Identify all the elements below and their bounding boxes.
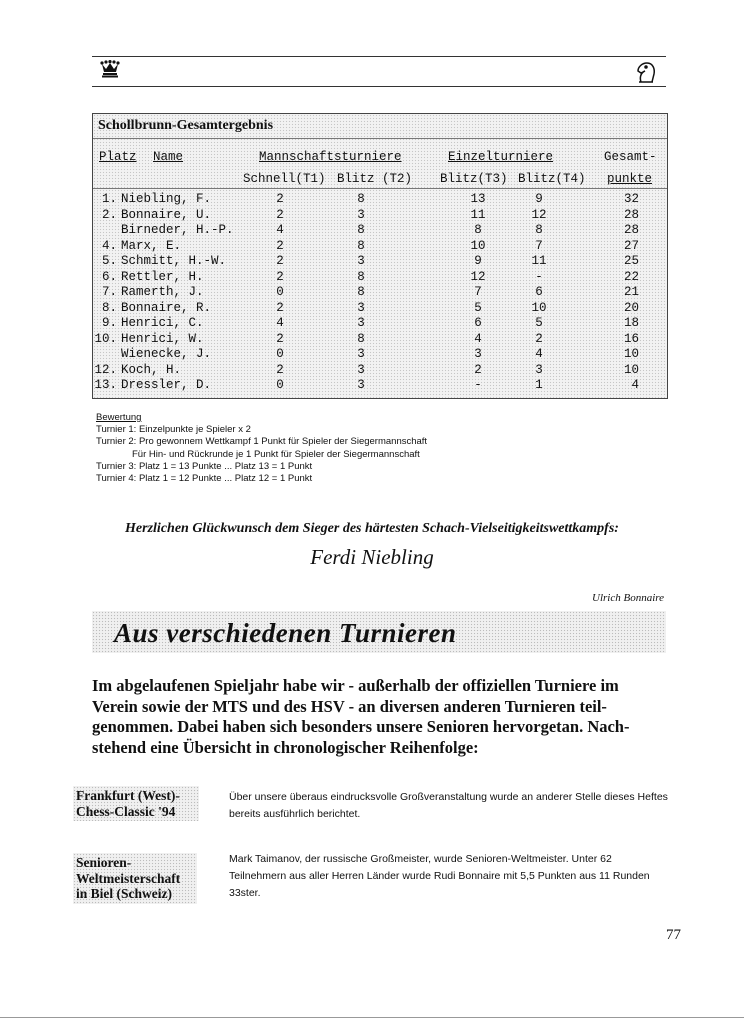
table-cell-t3: - [474,378,482,392]
table-cell-name: Bonnaire, R. [121,300,212,315]
section-title-line: Senioren- [76,855,132,870]
results-table [92,113,668,399]
table-cell-rank: 12. [94,362,117,377]
notes-line: Turnier 4: Platz 1 = 12 Punkte ... Platz 12 = 1 Punkt [96,473,313,485]
table-cell-t1: 2 [276,269,284,284]
notes-heading: Bewertung [96,412,142,423]
table-cell-name: Schmitt, H.-W. [121,254,227,268]
table-cell-total: 25 [623,254,639,268]
table-cell-t1: 2 [276,207,284,222]
table-cell-t2: 8 [357,192,365,206]
table-cell-t3: 9 [474,254,482,268]
table-row [93,209,667,222]
table-cell-t2: 8 [357,269,365,284]
table-rule [93,188,667,189]
col-header-t2: Blitz (T2) [337,172,413,186]
col-header-einzel: Einzelturniere [448,150,554,164]
notes-line: Turnier 3: Platz 1 = 13 Punkte ... Platz 13 = 1 Punkt [96,460,313,472]
winner-name: Ferdi Niebling [310,545,434,569]
table-cell-t1: 0 [276,285,284,299]
table-row [93,379,667,392]
table-cell-t4: 8 [535,223,543,237]
table-cell-t2: 8 [357,238,365,253]
table-cell-name: Koch, H. [121,362,182,377]
table-cell-rank: 10. [94,331,117,346]
col-header-t3: Blitz(T3) [440,172,508,186]
table-cell-t4: 12 [531,207,547,222]
table-cell-t1: 2 [276,254,284,268]
table-cell-name: Ramerth, J. [121,285,204,299]
table-cell-total: 21 [623,285,639,299]
page-number: 77 [666,927,681,943]
table-cell-t4: 9 [535,192,543,206]
table-row [93,193,667,206]
section-text: Über unsere überaus eindrucksvolle Großveranstaltung wurde an anderer Stelle dieses Heftes bereits ausführlich berichtet. [229,791,668,820]
table-cell-rank: 2. [101,207,117,222]
section-title-line: in Biel (Schweiz) [76,886,172,901]
section-title-box [73,786,199,821]
table-cell-t2: 3 [357,300,365,315]
page-bottom-rule [0,1017,744,1018]
table-cell-t4: 4 [535,347,543,361]
table-cell-rank: 5. [101,254,117,268]
table-cell-total: 32 [623,192,639,206]
table-cell-t2: 8 [357,331,365,346]
table-cell-rank: 6. [101,269,117,284]
table-cell-t1: 4 [276,223,284,237]
table-cell-t4: 2 [535,331,543,346]
table-cell-name: Dressler, D. [121,378,212,392]
table-row [93,333,667,346]
section-title-line: Chess-Classic '94 [76,803,176,819]
table-cell-t2: 3 [357,254,365,268]
chess-knight-icon [633,60,659,84]
table-row [93,286,667,299]
col-header-gesamt: Gesamt- [604,150,657,164]
table-row [93,302,667,315]
table-cell-t3: 4 [474,331,482,346]
table-cell-total: 28 [623,223,639,237]
table-cell-name: Rettler, H. [121,269,204,284]
table-cell-t3: 2 [474,362,482,377]
table-cell-rank: 9. [101,316,117,330]
table-cell-total: 10 [623,362,639,377]
section-title-box [73,853,197,904]
table-cell-t3: 3 [474,347,482,361]
table-cell-t1: 0 [276,347,284,361]
col-header-mannschaft: Mannschaftsturniere [259,150,402,164]
table-cell-total: 4 [631,378,639,392]
table-cell-name: Birneder, H.-P. [121,223,234,237]
table-cell-rank: 13. [94,378,117,392]
table-cell-total: 28 [623,207,639,222]
table-title: Schollbrunn-Gesamtergebnis [98,118,274,133]
intro-paragraph: Im abgelaufenen Spieljahr habe wir - außerhalb der offiziellen Turniere im Verein sowie der MTS und des HSV - an diversen anderen Turnieren teil-genommen. Dabei haben sich besonders unsere Senioren hervorgetan. Nach-stehend eine Übersicht in chronologischer Reihenfolge: [92,676,630,757]
col-header-t4: Blitz(T4) [518,172,586,186]
section-title-line: Frankfurt (West)- [76,788,180,803]
notes-line: Für Hin- und Rückrunde je 1 Punkt für Spieler der Siegermannschaft [132,448,420,460]
table-cell-t1: 0 [276,378,284,392]
col-header-punkte: punkte [607,172,653,186]
table-cell-total: 20 [623,300,639,315]
table-cell-rank: 4. [101,238,117,253]
table-cell-t3: 5 [474,300,482,315]
table-cell-name: Wienecke, J. [121,347,212,361]
table-cell-t4: 3 [535,362,543,377]
col-header-name: Name [153,150,184,164]
table-cell-t1: 2 [276,238,284,253]
col-header-platz: Platz [99,150,137,164]
section-text: Mark Taimanov, der russische Großmeister, wurde Senioren-Weltmeister. Unter 62 Teilnehmern aus aller Herren Länder wurde Rudi Bonnaire mit 5,5 Punkten aus 11 Runden 33ster. [229,853,650,899]
table-row [93,255,667,268]
table-cell-t1: 2 [276,331,284,346]
table-cell-rank: 7. [101,285,117,299]
table-cell-total: 16 [623,331,639,346]
table-cell-t4: 6 [535,285,543,299]
table-cell-t2: 3 [357,378,365,392]
chess-queen-icon [100,60,120,78]
table-cell-t4: 5 [535,316,543,330]
banner-title: Aus verschiedenen Turnieren [114,618,457,648]
table-cell-t3: 11 [470,207,486,222]
table-cell-t3: 8 [474,223,482,237]
table-cell-rank: 8. [101,300,117,315]
table-cell-total: 18 [623,316,639,330]
table-cell-t2: 3 [357,347,365,361]
table-cell-t4: 1 [535,378,543,392]
section-banner [92,611,666,653]
table-cell-name: Niebling, F. [121,192,212,206]
header-rule-top [92,56,666,57]
table-cell-t1: 2 [276,362,284,377]
table-row [93,271,667,284]
table-cell-total: 22 [623,269,639,284]
table-cell-t1: 2 [276,300,284,315]
table-row [93,240,667,253]
table-cell-t2: 3 [357,362,365,377]
table-cell-t3: 12 [470,269,486,284]
congratulations-line: Herzlichen Glückwunsch dem Sieger des härtesten Schach-Vielseitigkeitswettkampfs: [125,521,619,536]
table-cell-total: 10 [623,347,639,361]
table-cell-t1: 4 [276,316,284,330]
table-cell-t4: - [535,269,543,284]
section-title-line: Weltmeisterschaft [76,870,181,886]
table-cell-rank: 1. [101,192,117,206]
table-cell-total: 27 [623,238,639,253]
table-cell-name: Bonnaire, U. [121,207,212,222]
table-cell-t4: 7 [535,238,543,253]
table-row [93,364,667,377]
table-cell-t2: 8 [357,285,365,299]
table-rule [93,138,667,139]
notes-line: Turnier 1: Einzelpunkte je Spieler x 2 [96,424,251,436]
table-row [93,224,667,237]
table-cell-t2: 3 [357,207,365,222]
table-cell-t4: 11 [531,254,547,268]
table-cell-name: Henrici, C. [121,316,204,330]
col-header-t1: Schnell(T1) [243,172,326,186]
article-author: Ulrich Bonnaire [592,592,664,604]
table-cell-t3: 7 [474,285,482,299]
table-cell-t4: 10 [531,300,547,315]
notes-line: Turnier 2: Pro gewonnem Wettkampf 1 Punkt für Spieler der Siegermannschaft [96,436,428,448]
table-cell-name: Henrici, W. [121,331,204,346]
table-cell-t3: 13 [470,192,486,206]
header-rule-bottom [92,86,666,87]
table-cell-t2: 3 [357,316,365,330]
table-cell-t2: 8 [357,223,365,237]
scoring-notes [96,412,427,485]
table-row [93,348,667,361]
table-cell-t3: 10 [470,238,486,253]
table-cell-t3: 6 [474,316,482,330]
table-cell-name: Marx, E. [121,238,182,253]
table-row [93,317,667,330]
table-cell-t1: 2 [276,192,284,206]
